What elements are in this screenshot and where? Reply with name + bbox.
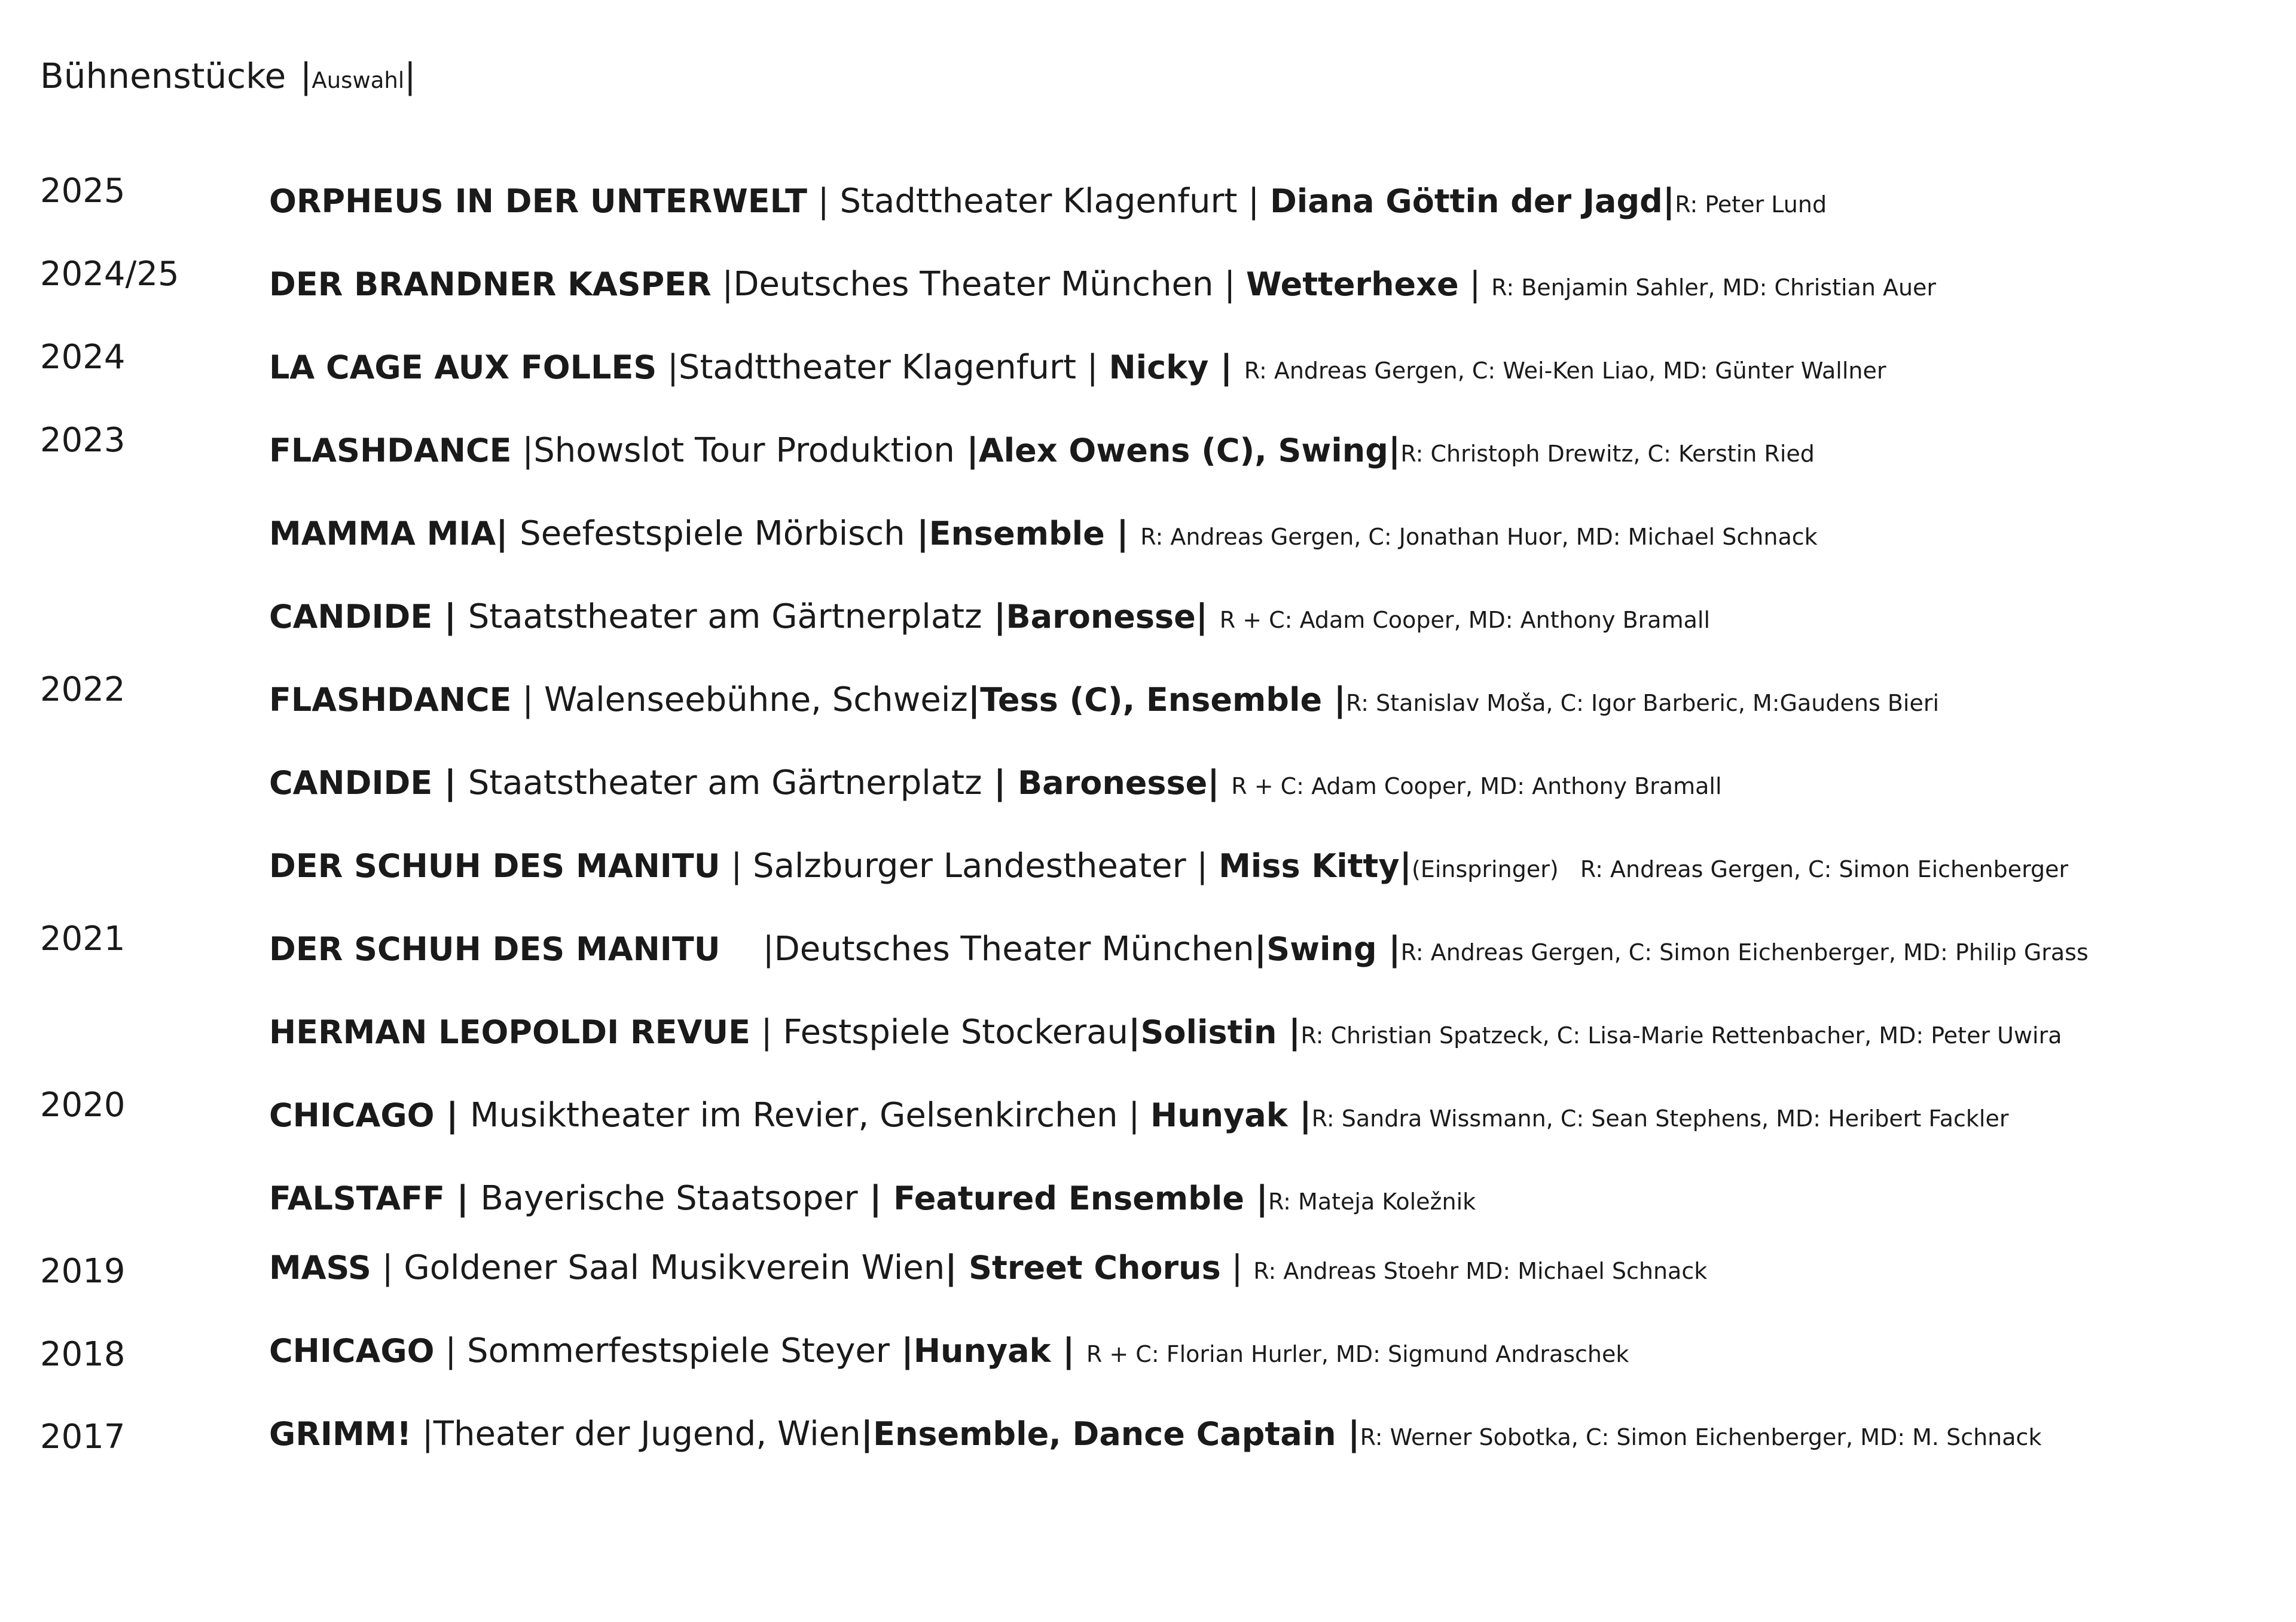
production-credits: R: Christoph Drewitz, C: Kerstin Ried — [1400, 441, 1815, 467]
production-credits: R: Andreas Gergen, C: Jonathan Huor, MD: Michael Schnack — [1140, 524, 1818, 550]
production-credits: R: Stanislav Moša, C: Igor Barberic, M:Gaudens Bieri — [1346, 690, 1940, 716]
year-label: 2019 — [40, 1252, 126, 1291]
section-title: Bühnenstücke — [40, 56, 286, 96]
production-credits: R: Werner Sobotka, C: Simon Eichenberger, MD: M. Schnack — [1360, 1424, 2042, 1450]
production-role: Street Chorus — [969, 1249, 1221, 1287]
production-credits: R: Peter Lund — [1675, 191, 1827, 218]
production-venue: Walenseebühne, Schweiz — [544, 680, 968, 719]
production-title: CHICAGO — [269, 1096, 435, 1134]
year-label: 2017 — [40, 1418, 126, 1456]
production-entry: GRIMM! |Theater der Jugend, Wien|Ensemble, Dance Captain |R: Werner Sobotka, C: Simon Eichenberger, MD: M. Schnack — [269, 1415, 2042, 1453]
section-heading — [40, 56, 416, 96]
production-credits: R + C: Adam Cooper, MD: Anthony Bramall — [1219, 607, 1710, 633]
production-title: DER SCHUH DES MANITU — [269, 930, 720, 968]
production-venue: Festspiele Stockerau — [783, 1013, 1129, 1052]
production-credits: R: Andreas Gergen, C: Simon Eichenberger — [1580, 856, 2069, 882]
year-label: 2022 — [40, 670, 126, 709]
production-title: FALSTAFF — [269, 1180, 445, 1217]
production-role: Hunyak — [913, 1332, 1051, 1370]
production-entry: HERMAN LEOPOLDI REVUE | Festspiele Stockerau|Solistin |R: Christian Spatzeck, C: Lisa-Marie Rettenbacher, MD: Peter Uwira — [269, 1013, 2062, 1052]
production-venue: Showslot Tour Produktion — [533, 431, 955, 470]
production-note: (Einspringer) — [1412, 856, 1559, 882]
year-label: 2025 — [40, 172, 126, 210]
production-role: Hunyak — [1150, 1096, 1288, 1134]
year-label: 2023 — [40, 421, 126, 460]
production-entry: FLASHDANCE |Showslot Tour Produktion |Alex Owens (C), Swing|R: Christoph Drewitz, C: Kerstin Ried — [269, 431, 1815, 470]
production-entry: DER SCHUH DES MANITU | Salzburger Landestheater | Miss Kitty|(Einspringer) R: Andreas Gergen, C: Simon Eichenberger — [269, 847, 2069, 885]
production-venue: Goldener Saal Musikverein Wien — [404, 1248, 945, 1287]
production-entry: DER BRANDNER KASPER |Deutsches Theater München | Wetterhexe | R: Benjamin Sahler, MD: Christian Auer — [269, 265, 1937, 304]
production-entry: MAMMA MIA| Seefestspiele Mörbisch |Ensemble | R: Andreas Gergen, C: Jonathan Huor, MD: Michael Schnack — [269, 514, 1818, 553]
production-role: Featured Ensemble — [893, 1180, 1244, 1217]
production-role: Solistin — [1140, 1013, 1277, 1051]
production-entry: CANDIDE | Staatstheater am Gärtnerplatz | Baronesse| R + C: Adam Cooper, MD: Anthony Bramall — [269, 763, 1722, 802]
production-venue: Stadttheater Klagenfurt — [678, 348, 1076, 387]
production-entry: LA CAGE AUX FOLLES |Stadttheater Klagenfurt | Nicky | R: Andreas Gergen, C: Wei-Ken Liao, MD: Günter Wallner — [269, 348, 1886, 387]
production-venue: Theater der Jugend, Wien — [433, 1415, 861, 1453]
production-title: MASS — [269, 1249, 371, 1287]
production-title: FLASHDANCE — [269, 432, 512, 469]
production-title: CANDIDE — [269, 598, 433, 636]
production-role: Baronesse — [1006, 598, 1196, 636]
year-label: 2024 — [40, 338, 126, 377]
production-credits: R: Sandra Wissmann, C: Sean Stephens, MD: Heribert Fackler — [1311, 1105, 2009, 1132]
production-venue: Stadttheater Klagenfurt — [839, 182, 1238, 221]
production-title: FLASHDANCE — [269, 681, 512, 719]
production-venue: Staatstheater am Gärtnerplatz — [468, 763, 982, 802]
year-label: 2020 — [40, 1086, 126, 1125]
production-title: DER BRANDNER KASPER — [269, 265, 712, 303]
production-venue: Salzburger Landestheater — [753, 847, 1186, 885]
production-credits: R: Mateja Koležnik — [1268, 1189, 1476, 1215]
year-label: 2018 — [40, 1335, 126, 1374]
production-entry: FALSTAFF | Bayerische Staatsoper | Featured Ensemble |R: Mateja Koležnik — [269, 1179, 1476, 1218]
section-subtitle: Auswahl — [312, 68, 405, 93]
production-title: CHICAGO — [269, 1332, 435, 1370]
production-title: CANDIDE — [269, 764, 433, 802]
production-venue: Musiktheater im Revier, Gelsenkirchen — [470, 1096, 1118, 1135]
production-title: GRIMM! — [269, 1415, 412, 1453]
production-entry: DER SCHUH DES MANITU |Deutsches Theater München|Swing |R: Andreas Gergen, C: Simon Eichenberger, MD: Philip Grass — [269, 930, 2089, 969]
production-title: ORPHEUS IN DER UNTERWELT — [269, 182, 807, 220]
production-role: Nicky — [1109, 349, 1209, 386]
production-role: Tess (C), Ensemble — [980, 681, 1323, 719]
production-credits: R: Andreas Gergen, C: Simon Eichenberger, MD: Philip Grass — [1400, 939, 2089, 966]
production-title: MAMMA MIA — [269, 515, 496, 552]
production-venue: Bayerische Staatsoper — [480, 1179, 858, 1218]
production-role: Baronesse — [1017, 764, 1208, 802]
production-title: DER SCHUH DES MANITU — [269, 847, 720, 885]
year-label: 2024/25 — [40, 255, 179, 294]
production-title: LA CAGE AUX FOLLES — [269, 349, 657, 386]
production-role: Diana Göttin der Jagd — [1269, 182, 1663, 220]
production-venue: Deutsches Theater München — [733, 265, 1214, 304]
production-venue: Deutsches Theater München — [774, 930, 1254, 969]
production-venue: Staatstheater am Gärtnerplatz — [468, 597, 982, 636]
production-role: Wetterhexe — [1245, 265, 1459, 303]
production-role: Ensemble, Dance Captain — [873, 1415, 1336, 1453]
production-title: HERMAN LEOPOLDI REVUE — [269, 1013, 750, 1051]
production-entry: CHICAGO | Musiktheater im Revier, Gelsenkirchen | Hunyak |R: Sandra Wissmann, C: Sean Stephens, MD: Heribert Fackler — [269, 1096, 2009, 1135]
production-venue: Sommerfestspiele Steyer — [467, 1331, 890, 1370]
production-credits: R: Andreas Gergen, C: Wei-Ken Liao, MD: Günter Wallner — [1244, 358, 1886, 384]
production-venue: Seefestspiele Mörbisch — [520, 514, 905, 553]
production-role: Swing — [1266, 930, 1377, 968]
year-label: 2021 — [40, 920, 126, 958]
production-role: Ensemble — [929, 515, 1105, 552]
production-entry: MASS | Goldener Saal Musikverein Wien| Street Chorus | R: Andreas Stoehr MD: Michael Schnack — [269, 1248, 1708, 1287]
production-credits: R: Christian Spatzeck, C: Lisa-Marie Rettenbacher, MD: Peter Uwira — [1300, 1022, 2062, 1049]
separator: | — [289, 56, 312, 96]
production-entry: FLASHDANCE | Walenseebühne, Schweiz|Tess (C), Ensemble |R: Stanislav Moša, C: Igor Barberic, M:Gaudens Bieri — [269, 680, 1940, 719]
production-role: Alex Owens (C), Swing — [978, 432, 1388, 469]
production-entry: CHICAGO | Sommerfestspiele Steyer |Hunyak | R + C: Florian Hurler, MD: Sigmund Andraschek — [269, 1331, 1629, 1370]
production-credits: R: Andreas Stoehr MD: Michael Schnack — [1253, 1258, 1708, 1284]
production-entry: CANDIDE | Staatstheater am Gärtnerplatz |Baronesse| R + C: Adam Cooper, MD: Anthony Bramall — [269, 597, 1710, 636]
production-role: Miss Kitty — [1219, 847, 1400, 885]
production-credits: R: Benjamin Sahler, MD: Christian Auer — [1491, 274, 1937, 301]
production-credits: R + C: Adam Cooper, MD: Anthony Bramall — [1231, 773, 1722, 799]
production-entry: ORPHEUS IN DER UNTERWELT | Stadttheater Klagenfurt | Diana Göttin der Jagd|R: Peter Lund — [269, 182, 1827, 221]
separator: | — [404, 56, 416, 96]
production-credits: R + C: Florian Hurler, MD: Sigmund Andraschek — [1086, 1341, 1629, 1367]
